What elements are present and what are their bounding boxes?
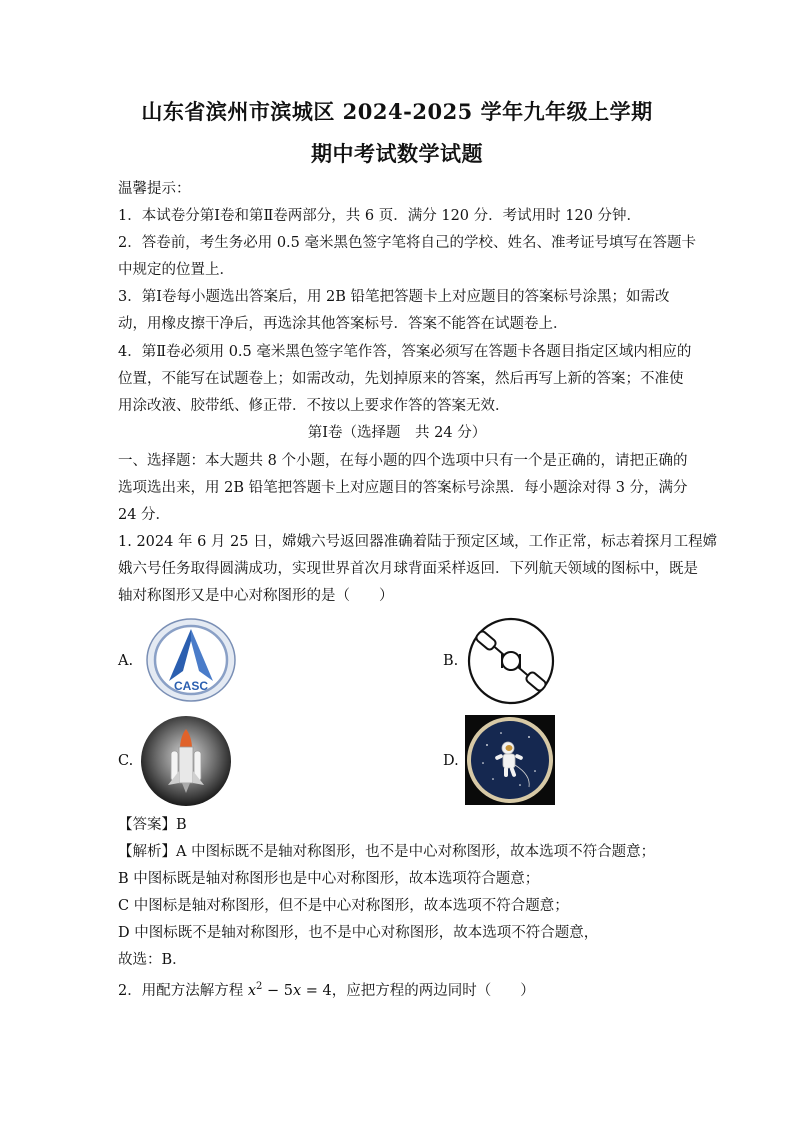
part1-intro-line: 一、选择题：本大题共 8 个小题，在每小题的四个选项中只有一个是正确的，请把正确的 [118, 453, 688, 469]
analysis-line: D 中图标既不是轴对称图形，也不是中心对称图形，故本选项不符合题意， [118, 925, 599, 941]
question1-line: 娥六号任务取得圆满成功，实现世界首次月球背面采样返回．下列航天领域的图标中，既是 [118, 561, 698, 577]
answer-line: 【答案】B [118, 817, 187, 833]
tip-line: 2．答卷前，考生务必用 0.5 毫米黑色签字笔将自己的学校、姓名、准考证号填写在答题卡 [118, 235, 696, 251]
tip-line: 3．第Ⅰ卷每小题选出答案后，用 2B 铅笔把答题卡上对应题目的答案标号涂黑；如需改 [118, 289, 670, 305]
casc-logo-text: CASC [173, 679, 209, 693]
page-title-line2: 期中考试数学试题 [311, 141, 483, 166]
tip-line: 中规定的位置上． [118, 262, 234, 278]
tip-line: 位置，不能写在试题卷上；如需改动，先划掉原来的答案，然后再写上新的答案；不准使 [118, 371, 684, 387]
part1-intro-line: 选项选出来，用 2B 铅笔把答题卡上对应题目的答案标号涂黑．每小题涂对得 3 分，满分 [118, 480, 688, 496]
option-c-label: C. [118, 753, 134, 769]
option-b-satellite-icon [466, 617, 556, 705]
tips-heading: 温馨提示： [118, 181, 191, 197]
analysis-line: 【解析】A 中图标既不是轴对称图形，也不是中心对称图形，故本选项不符合题意； [118, 844, 656, 860]
option-d-label: D. [443, 753, 459, 769]
page-title-line1: 山东省滨州市滨城区 2024-2025 学年九年级上学期 [141, 99, 653, 124]
tip-line: 用涂改液、胶带纸、修正带．不按以上要求作答的答案无效． [118, 398, 510, 414]
option-d-astronaut-icon [465, 715, 555, 805]
question1-line: 轴对称图形又是中心对称图形的是（ ） [118, 588, 394, 604]
analysis-line: C 中图标是轴对称图形，但不是中心对称图形，故本选项不符合题意； [118, 898, 569, 914]
question1-line: 1. 2024 年 6 月 25 日，嫦娥六号返回器准确着陆于预定区域，工作正常，标志着探月工程嫦 [118, 534, 718, 550]
option-b-label: B. [443, 653, 459, 669]
analysis-line: B 中图标既是轴对称图形也是中心对称图形，故本选项符合题意； [118, 871, 540, 887]
option-a-casc-logo [145, 617, 237, 703]
analysis-line: 故选：B． [118, 952, 187, 968]
section-heading: 第Ⅰ卷（选择题 共 24 分） [307, 425, 487, 441]
option-a-label: A. [118, 653, 134, 669]
tip-line: 4．第Ⅱ卷必须用 0.5 毫米黑色签字笔作答，答案必须写在答题卡各题目指定区域内相应的 [118, 344, 692, 360]
question2-line: 2．用配方法解方程 $x^2 - 5x = 4$，应把方程的两边同时（ ） [118, 981, 535, 999]
part1-intro-line: 24 分． [118, 507, 171, 523]
tip-line: 1．本试卷分第Ⅰ卷和第Ⅱ卷两部分，共 6 页．满分 120 分．考试用时 120 分钟． [118, 208, 642, 224]
option-c-shuttle-icon [140, 715, 232, 807]
tip-line: 动，用橡皮擦干净后，再选涂其他答案标号．答案不能答在试题卷上． [118, 316, 568, 332]
